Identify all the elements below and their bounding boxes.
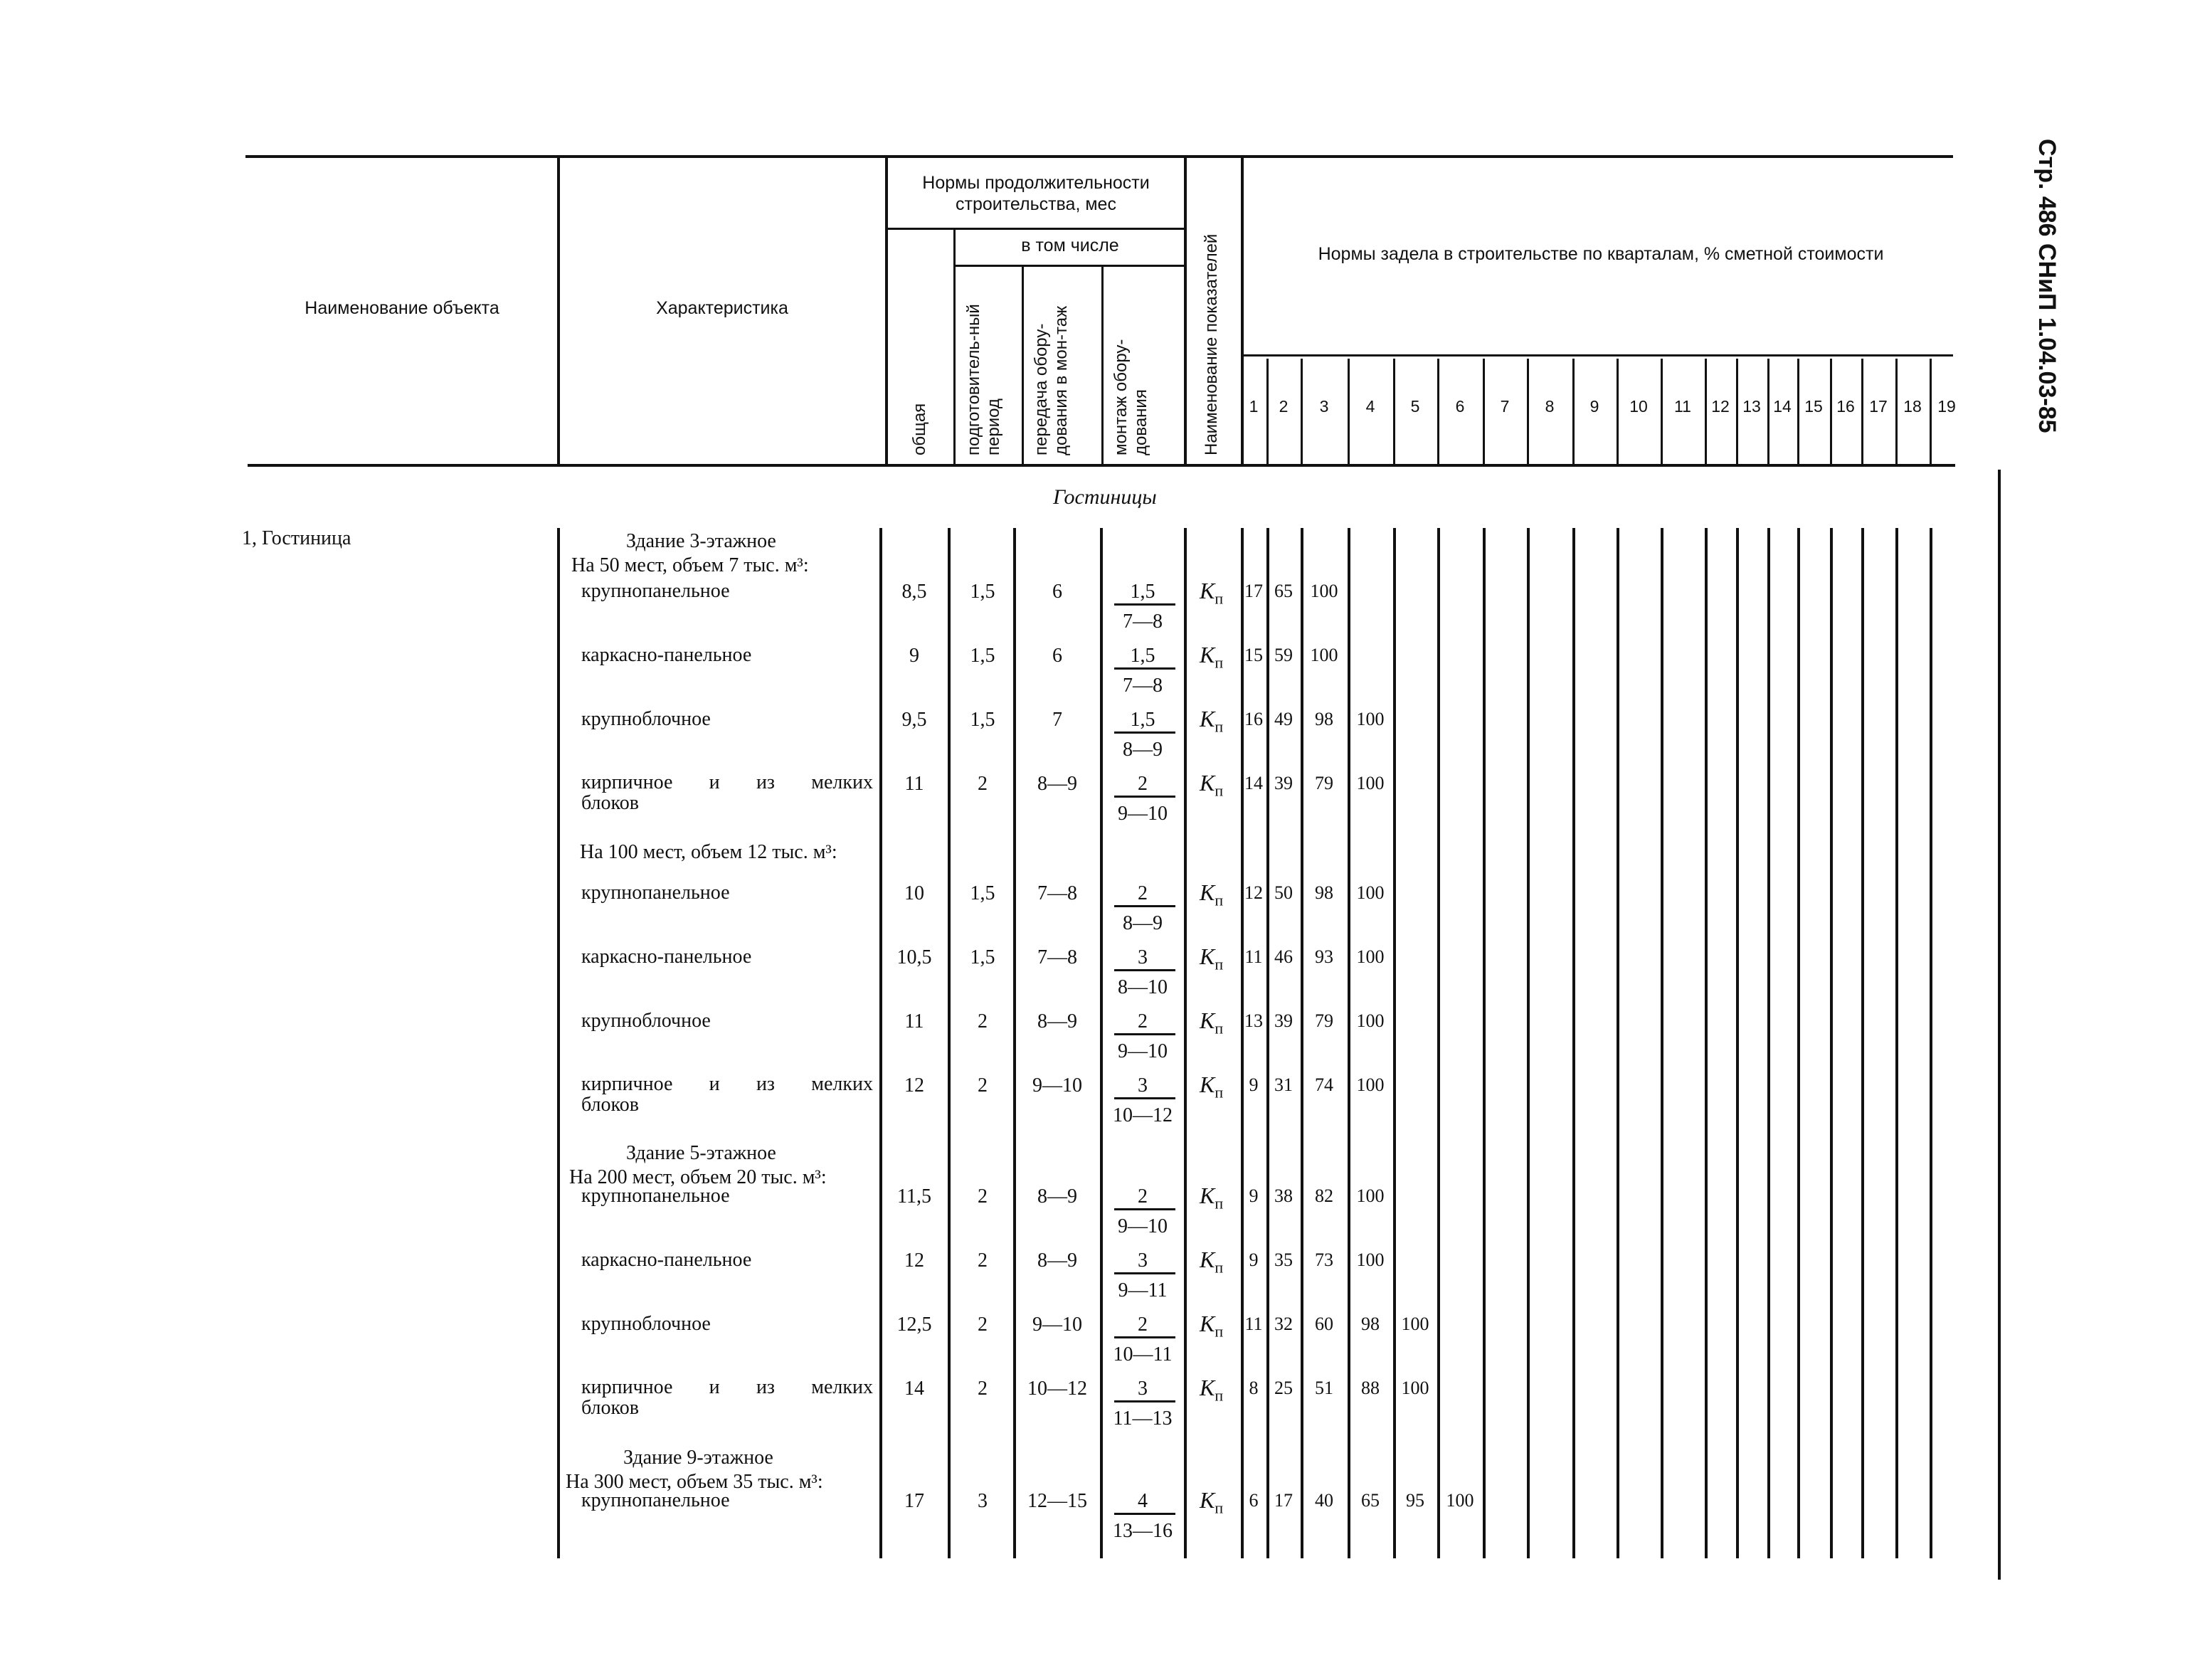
equip-transfer: 7 (1052, 709, 1062, 731)
row-name-cont: блоков (581, 792, 639, 814)
equip-transfer: 7—8 (1037, 882, 1077, 904)
kp-indicator (1200, 706, 1223, 736)
equip-transfer: 9—10 (1032, 1074, 1082, 1097)
body-col-line (879, 528, 882, 1558)
body-col-line (1437, 528, 1440, 1558)
quarter-value: 100 (1310, 581, 1338, 601)
kp-letter: K (1200, 1487, 1215, 1513)
quarter-value: 49 (1274, 709, 1293, 729)
quarter-value: 100 (1356, 709, 1385, 729)
quarter-value: 95 (1406, 1490, 1424, 1511)
quarter-value: 60 (1315, 1314, 1333, 1334)
quarter-value: 82 (1315, 1185, 1333, 1206)
quarter-value: 50 (1274, 882, 1293, 903)
quarter-value: 35 (1274, 1250, 1293, 1270)
kp-letter: K (1200, 1375, 1215, 1400)
kp-indicator (1200, 642, 1223, 672)
body-col-line (1767, 528, 1770, 1558)
col-line (1101, 266, 1104, 464)
kp-subscript: п (1215, 717, 1224, 736)
body-col-line (1393, 528, 1396, 1558)
kp-indicator (1200, 879, 1223, 909)
page-margin-rule (1998, 470, 2001, 1580)
mount-bottom: 8—10 (1118, 976, 1168, 998)
quarter-value: 100 (1401, 1314, 1429, 1334)
object-name: 1, Гостиница (242, 527, 351, 549)
row-name: каркасно-панельное (581, 644, 752, 666)
prep-period: 2 (978, 1185, 988, 1208)
quarter-value: 12 (1244, 882, 1263, 903)
mount-bottom: 8—9 (1123, 739, 1163, 761)
mount-top: 4 (1138, 1490, 1148, 1512)
quarter-number-8: 8 (1545, 397, 1555, 416)
kp-indicator (1200, 944, 1223, 973)
total-duration: 17 (904, 1490, 924, 1512)
kp-letter: K (1200, 1008, 1215, 1033)
body-col-line (1930, 528, 1932, 1558)
row-name: крупноблочное (581, 708, 711, 730)
total-duration: 9,5 (901, 709, 927, 731)
total-duration: 14 (904, 1378, 924, 1400)
total-duration: 9 (909, 645, 919, 667)
quarter-value: 100 (1356, 946, 1385, 967)
mount-fraction-rule (1114, 796, 1175, 798)
capacity-heading: На 200 мест, объем 20 тыс. м³: (569, 1166, 827, 1188)
total-duration: 12 (904, 1074, 924, 1097)
quarter-value: 16 (1244, 709, 1263, 729)
quarter-value: 74 (1315, 1074, 1333, 1095)
mount-top: 2 (1138, 1185, 1148, 1208)
mount-top: 2 (1138, 1314, 1148, 1336)
row-name-part: кирпичное и из мелких (581, 1376, 873, 1398)
total-duration: 12 (904, 1250, 924, 1272)
mount-bottom: 9—10 (1118, 1040, 1168, 1062)
quarter-col-line (1348, 359, 1350, 464)
body-col-line (948, 528, 951, 1558)
kp-indicator (1200, 1487, 1223, 1517)
mount-fraction-rule (1114, 1513, 1175, 1515)
mount-fraction-rule (1114, 603, 1175, 606)
mount-fraction-rule (1114, 969, 1175, 971)
kp-letter: K (1200, 770, 1215, 796)
row-name-part: кирпичное и из мелких (581, 771, 873, 793)
quarter-value: 9 (1249, 1250, 1259, 1270)
kp-indicator (1200, 1247, 1223, 1277)
quarter-number-7: 7 (1500, 397, 1510, 416)
mount-top: 3 (1138, 1074, 1148, 1097)
mount-bottom: 7—8 (1123, 675, 1163, 697)
mount-fraction-rule (1114, 1336, 1175, 1338)
building-heading: Здание 3-этажное (626, 530, 776, 552)
quarter-col-line (1393, 359, 1395, 464)
quarter-value: 79 (1315, 1010, 1333, 1031)
kp-letter: K (1200, 1311, 1215, 1336)
total-duration: 10 (904, 882, 924, 904)
equip-transfer: 8—9 (1037, 1010, 1077, 1032)
prep-period: 3 (978, 1490, 988, 1512)
quarter-number-1: 1 (1249, 397, 1259, 416)
equip-transfer: 7—8 (1037, 946, 1077, 968)
kp-indicator (1200, 1072, 1223, 1101)
quarter-value: 100 (1446, 1490, 1474, 1511)
row-name: крупнопанельное (581, 1185, 730, 1207)
quarter-value: 98 (1361, 1314, 1380, 1334)
row-name: крупнопанельное (581, 580, 730, 602)
row-name: крупнопанельное (581, 882, 730, 904)
quarter-number-19: 19 (1937, 397, 1956, 416)
prep-period: 1,5 (970, 882, 995, 904)
kp-letter: K (1200, 1183, 1215, 1208)
total-duration: 12,5 (896, 1314, 932, 1336)
kp-subscript: п (1215, 653, 1224, 672)
quarter-value: 13 (1244, 1010, 1263, 1031)
quarter-number-9: 9 (1589, 397, 1599, 416)
mount-top: 2 (1138, 882, 1148, 904)
quarter-number-11: 11 (1674, 397, 1691, 416)
kp-subscript: п (1215, 1499, 1224, 1517)
kp-indicator (1200, 770, 1223, 800)
quarter-col-line (1527, 359, 1529, 464)
kp-letter: K (1200, 642, 1215, 667)
section-title: Гостиницы (1053, 485, 1157, 509)
quarter-value: 73 (1315, 1250, 1333, 1270)
quarter-value: 38 (1274, 1185, 1293, 1206)
mount-top: 2 (1138, 773, 1148, 795)
row-name: каркасно-панельное (581, 1249, 752, 1271)
mount-bottom: 8—9 (1123, 912, 1163, 934)
header-indicator-name: Наименование показателей (1202, 233, 1221, 455)
prep-period: 2 (978, 1074, 988, 1097)
body-col-line (1861, 528, 1864, 1558)
mount-bottom: 9—10 (1118, 803, 1168, 825)
header-characteristic: Характеристика (656, 298, 788, 318)
kp-subscript: п (1215, 781, 1224, 800)
quarter-col-line (1930, 359, 1932, 464)
header-total: общая (910, 403, 929, 455)
quarter-value: 8 (1249, 1378, 1259, 1398)
kp-subscript: п (1215, 1386, 1224, 1405)
quarter-col-line (1617, 359, 1619, 464)
kp-indicator (1200, 1375, 1223, 1405)
quarter-value: 9 (1249, 1074, 1259, 1095)
quarter-number-14: 14 (1773, 397, 1792, 416)
quarter-col-line (1572, 359, 1575, 464)
capacity-heading: На 50 мест, объем 7 тыс. м³: (571, 554, 809, 576)
quarter-number-10: 10 (1629, 397, 1648, 416)
quarter-number-3: 3 (1319, 397, 1329, 416)
quarter-number-2: 2 (1279, 397, 1289, 416)
quarter-value: 31 (1274, 1074, 1293, 1095)
quarter-value: 98 (1315, 882, 1333, 903)
quarter-value: 32 (1274, 1314, 1293, 1334)
prep-period: 2 (978, 1250, 988, 1272)
equip-transfer: 10—12 (1027, 1378, 1087, 1400)
mount-bottom: 9—11 (1118, 1279, 1168, 1301)
body-col-line (1527, 528, 1530, 1558)
body-col-line (1830, 528, 1833, 1558)
quarter-value: 93 (1315, 946, 1333, 967)
row-name-cont: блоков (581, 1397, 639, 1419)
kp-subscript: п (1215, 1019, 1224, 1037)
col-line (1241, 158, 1244, 465)
body-col-line (1797, 528, 1800, 1558)
quarter-value: 100 (1356, 1074, 1385, 1095)
header-equip-transfer: передача обору-дования в мон-таж (1032, 305, 1071, 455)
kp-letter: K (1200, 1072, 1215, 1097)
quarter-value: 14 (1244, 773, 1263, 793)
mount-top: 3 (1138, 946, 1148, 968)
quarter-value: 100 (1401, 1378, 1429, 1398)
body-col-line (1736, 528, 1739, 1558)
row-name (581, 773, 873, 793)
quarter-value: 51 (1315, 1378, 1333, 1398)
quarter-value: 59 (1274, 645, 1293, 665)
body-col-line (1013, 528, 1016, 1558)
mount-fraction-rule (1114, 731, 1175, 734)
total-duration: 8,5 (901, 581, 927, 603)
quarter-number-4: 4 (1365, 397, 1375, 416)
kp-letter: K (1200, 879, 1215, 905)
kp-subscript: п (1215, 1083, 1224, 1101)
mount-bottom: 13—16 (1113, 1520, 1173, 1542)
kp-subscript: п (1215, 1322, 1224, 1341)
building-heading: Здание 9-этажное (623, 1447, 773, 1469)
quarter-value: 40 (1315, 1490, 1333, 1511)
mount-bottom: 10—11 (1113, 1343, 1173, 1365)
mount-fraction-rule (1114, 1272, 1175, 1274)
quarter-value: 100 (1356, 1185, 1385, 1206)
mount-fraction-rule (1114, 1097, 1175, 1099)
body-col-line (1895, 528, 1898, 1558)
quarter-value: 11 (1244, 1314, 1263, 1334)
header-including: в том числе (1021, 236, 1119, 255)
quarter-col-line (1437, 359, 1439, 464)
page-label: Стр. 486 СНиП 1.04.03-85 (2033, 139, 2060, 433)
quarter-value: 65 (1274, 581, 1293, 601)
kp-indicator (1200, 1311, 1223, 1341)
prep-period: 1,5 (970, 946, 995, 968)
quarter-col-line (1301, 359, 1303, 464)
body-col-line (1266, 528, 1269, 1558)
body-col-line (1572, 528, 1575, 1558)
equip-transfer: 9—10 (1032, 1314, 1082, 1336)
including-header-rule (955, 265, 1185, 267)
quarter-col-line (1661, 359, 1663, 464)
quarter-value: 100 (1356, 773, 1385, 793)
quarter-col-line (1483, 359, 1485, 464)
col-line (557, 158, 560, 465)
quarter-value: 46 (1274, 946, 1293, 967)
quarter-number-12: 12 (1711, 397, 1730, 416)
quarter-number-18: 18 (1903, 397, 1922, 416)
mount-top: 1,5 (1130, 645, 1155, 667)
duration-header-rule (887, 228, 1185, 230)
quarter-number-15: 15 (1804, 397, 1823, 416)
quarter-value: 98 (1315, 709, 1333, 729)
quarter-value: 65 (1361, 1490, 1380, 1511)
equip-transfer: 8—9 (1037, 773, 1077, 795)
header-duration-norms: Нормы продолжительности строительства, мес (922, 173, 1150, 214)
quarter-value: 17 (1274, 1490, 1293, 1511)
capacity-heading: На 300 мест, объем 35 тыс. м³: (566, 1471, 823, 1493)
capacity-heading: На 100 мест, объем 12 тыс. м³: (580, 841, 837, 863)
body-col-line (1348, 528, 1350, 1558)
prep-period: 2 (978, 1378, 988, 1400)
row-name (581, 1378, 873, 1398)
kp-letter: K (1200, 944, 1215, 969)
total-duration: 11 (904, 773, 924, 795)
quarter-value: 9 (1249, 1185, 1259, 1206)
header-backlog-norms: Нормы задела в строительстве по кварталам, % сметной стоимости (1318, 244, 1884, 264)
col-line (1184, 158, 1187, 465)
col-line (953, 229, 956, 464)
body-col-line (1617, 528, 1619, 1558)
total-duration: 11,5 (897, 1185, 931, 1208)
header-equip-install: монтаж обору-дования (1111, 339, 1150, 455)
equip-transfer: 12—15 (1027, 1490, 1087, 1512)
row-name-part: кирпичное и из мелких (581, 1073, 873, 1095)
body-col-line (1705, 528, 1708, 1558)
body-col-line (557, 528, 560, 1558)
quarter-col-line (1861, 359, 1863, 464)
kp-subscript: п (1215, 1194, 1224, 1213)
col-line (1022, 266, 1024, 464)
prep-period: 2 (978, 773, 988, 795)
prep-period: 2 (978, 1010, 988, 1032)
body-col-line (1184, 528, 1187, 1558)
mount-bottom: 10—12 (1113, 1104, 1173, 1126)
body-col-line (1661, 528, 1663, 1558)
mount-top: 3 (1138, 1378, 1148, 1400)
backlog-header-rule (1242, 354, 1953, 356)
kp-letter: K (1200, 578, 1215, 603)
building-heading: Здание 5-этажное (626, 1142, 776, 1164)
header-bottom-rule (248, 464, 1955, 467)
equip-transfer: 8—9 (1037, 1185, 1077, 1208)
mount-bottom: 11—13 (1113, 1407, 1173, 1430)
quarter-value: 79 (1315, 773, 1333, 793)
quarter-value: 6 (1249, 1490, 1259, 1511)
mount-fraction-rule (1114, 667, 1175, 670)
row-name: крупнопанельное (581, 1489, 730, 1511)
quarter-value: 11 (1244, 946, 1263, 967)
mount-fraction-rule (1114, 905, 1175, 907)
total-duration: 11 (904, 1010, 924, 1032)
quarter-number-17: 17 (1869, 397, 1888, 416)
mount-fraction-rule (1114, 1208, 1175, 1210)
header-object-name: Наименование объекта (305, 298, 499, 318)
prep-period: 1,5 (970, 645, 995, 667)
quarter-col-line (1895, 359, 1898, 464)
quarter-value: 17 (1244, 581, 1263, 601)
body-col-line (1483, 528, 1486, 1558)
quarter-number-16: 16 (1836, 397, 1855, 416)
quarter-number-6: 6 (1455, 397, 1465, 416)
kp-indicator (1200, 578, 1223, 608)
equip-transfer: 6 (1052, 645, 1062, 667)
row-name: каркасно-панельное (581, 946, 752, 968)
mount-bottom: 7—8 (1123, 611, 1163, 633)
body-col-line (1301, 528, 1303, 1558)
kp-indicator (1200, 1183, 1223, 1213)
mount-top: 1,5 (1130, 581, 1155, 603)
kp-subscript: п (1215, 891, 1224, 909)
kp-letter: K (1200, 706, 1215, 731)
mount-fraction-rule (1114, 1400, 1175, 1402)
mount-fraction-rule (1114, 1033, 1175, 1035)
row-name-cont: блоков (581, 1094, 639, 1116)
quarter-number-5: 5 (1410, 397, 1420, 416)
quarter-value: 39 (1274, 1010, 1293, 1031)
prep-period: 1,5 (970, 581, 995, 603)
quarter-value: 88 (1361, 1378, 1380, 1398)
kp-indicator (1200, 1008, 1223, 1037)
kp-subscript: п (1215, 1258, 1224, 1277)
row-name: крупноблочное (581, 1010, 711, 1032)
prep-period: 2 (978, 1314, 988, 1336)
mount-top: 1,5 (1130, 709, 1155, 731)
quarter-value: 39 (1274, 773, 1293, 793)
kp-subscript: п (1215, 589, 1224, 608)
mount-top: 2 (1138, 1010, 1148, 1032)
prep-period: 1,5 (970, 709, 995, 731)
table-top-rule (245, 155, 1953, 158)
quarter-value: 15 (1244, 645, 1263, 665)
mount-top: 3 (1138, 1250, 1148, 1272)
equip-transfer: 6 (1052, 581, 1062, 603)
equip-transfer: 8—9 (1037, 1250, 1077, 1272)
kp-letter: K (1200, 1247, 1215, 1272)
total-duration: 10,5 (896, 946, 932, 968)
quarter-value: 100 (1356, 882, 1385, 903)
quarter-number-13: 13 (1742, 397, 1761, 416)
quarter-value: 100 (1356, 1010, 1385, 1031)
quarter-value: 100 (1310, 645, 1338, 665)
mount-bottom: 9—10 (1118, 1215, 1168, 1237)
kp-subscript: п (1215, 955, 1224, 973)
body-col-line (1241, 528, 1244, 1558)
row-name (581, 1074, 873, 1094)
quarter-value: 100 (1356, 1250, 1385, 1270)
quarter-value: 25 (1274, 1378, 1293, 1398)
header-prep-period: подготовитель-ный период (964, 304, 1003, 455)
row-name: крупноблочное (581, 1313, 711, 1335)
